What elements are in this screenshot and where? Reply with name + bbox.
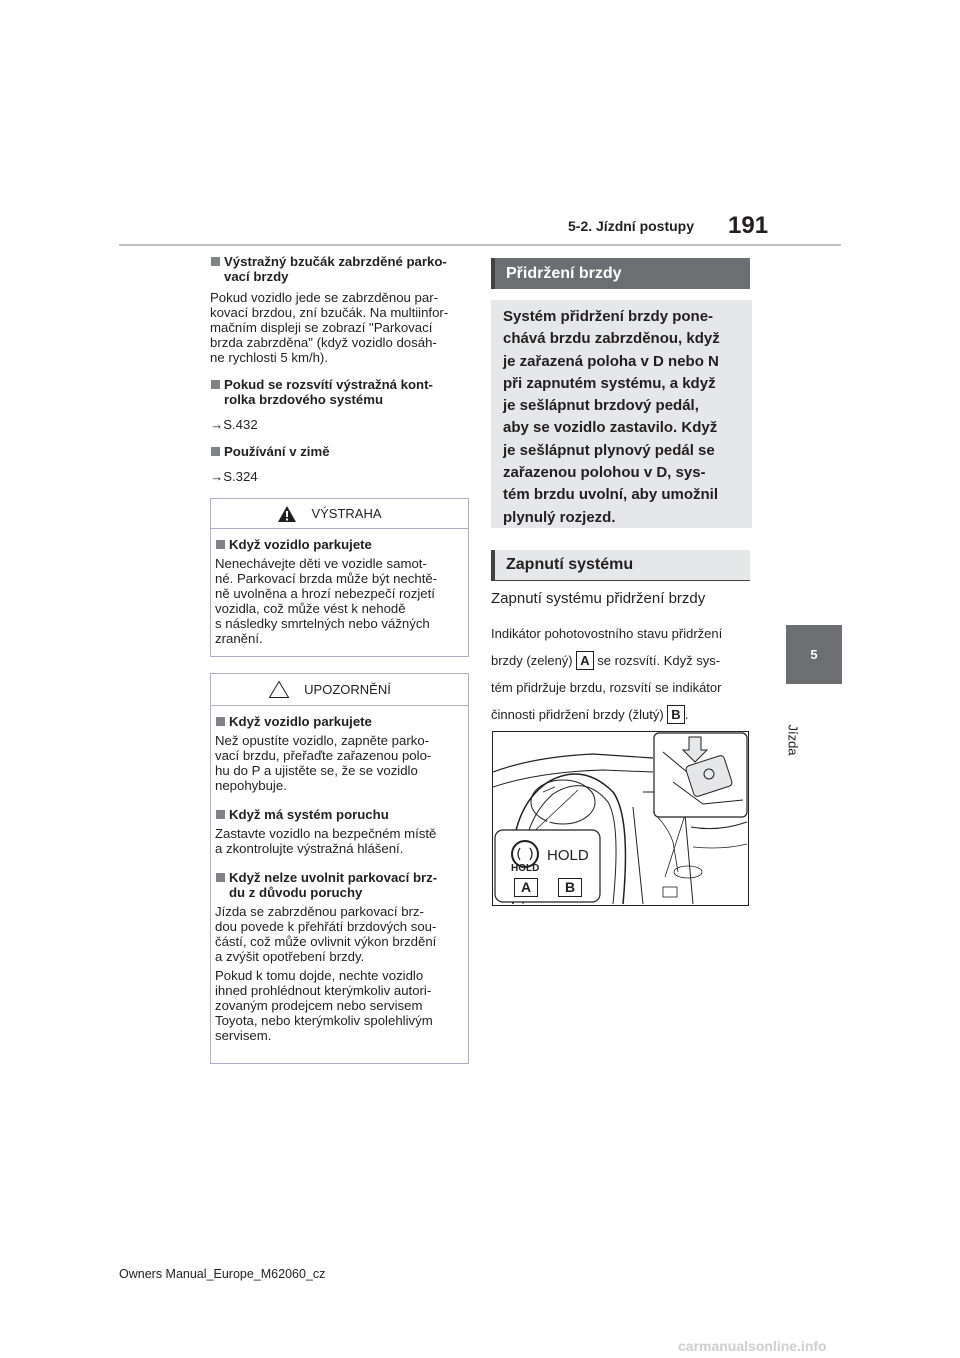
para-part: . <box>684 707 689 722</box>
warning-box <box>210 498 469 657</box>
heading-text: Když nelze uvolnit parkovací brz- du z důvodu poruchy <box>229 870 438 900</box>
section-title: Přidržení brzdy <box>506 264 622 282</box>
item-heading <box>210 254 468 284</box>
heading-text: Pokud se rozsvítí výstražná kont- rolka brzdového systému <box>224 377 433 407</box>
body-text: Zastavte vozidlo na bezpečném místě a zkontrolujte výstražná hlášení. <box>215 826 437 856</box>
heading-text: Výstražný bzučák zabrzděné parko- vací brzdy <box>224 254 447 284</box>
section-header: 5-2. Jízdní postupy <box>568 218 695 234</box>
warning-title: VÝSTRAHA <box>311 506 382 521</box>
label-b-callout: B <box>667 705 684 724</box>
figure-label-b: B <box>558 878 582 897</box>
chapter-tab <box>786 625 842 684</box>
subsection-title: Zapnutí systému <box>506 556 634 573</box>
label-a-callout: A <box>576 651 593 670</box>
heading-text: Když vozidlo parkujete <box>229 537 372 552</box>
procedure-text <box>491 620 751 728</box>
item-heading <box>215 714 464 729</box>
item-heading <box>215 537 464 552</box>
figure-label-a: A <box>514 878 538 897</box>
body-text: Jízda se zabrzděnou parkovací brz- dou povede k přehřátí brzdových sou- částí, což může ovlivnit výkon brzdění a zvýšit opotřebení brzdy. <box>215 904 437 964</box>
heading-text: Když vozidlo parkujete <box>229 714 372 729</box>
item-heading <box>215 870 464 900</box>
hold-text-label: HOLD <box>547 847 589 864</box>
section-title-bar <box>491 258 750 289</box>
notice-header <box>211 674 468 706</box>
item-heading <box>215 807 464 822</box>
left-column <box>210 254 468 484</box>
chapter-name: Jízda <box>785 724 801 756</box>
notice-box <box>210 673 469 1064</box>
dashboard-illustration <box>492 731 749 906</box>
hold-icon-label: HOLD <box>511 863 540 874</box>
body-text: Pokud vozidlo jede se zabrzděnou par- kovací brzdou, zní bzučák. Na multiinfor- mačním displeji se zobrazí "Parkovací brzda zabrzděna" (když vozidlo dosáh- ne rychlosti 5 km/h). <box>210 290 449 365</box>
caution-triangle-icon <box>268 680 290 699</box>
document-id: Owners Manual_Europe_M62060_cz <box>119 1267 326 1281</box>
watermark: carmanualsonline.info <box>678 1338 827 1354</box>
item-heading <box>210 444 468 459</box>
header-divider <box>119 244 841 246</box>
notice-title: UPOZORNĚNÍ <box>304 682 391 697</box>
section-summary: Systém přidržení brzdy pone- chává brzdu zabrzděnou, když je zařazená poloha v D nebo N při zapnutém systému, a když je sešlápnut brzdový pedál, aby se vozidlo zastavilo. Když je sešlápnut plynový pedál se zařazenou polohou v D, sys- tém brzdu uvolní, aby umožnil plynulý rozjezd. <box>491 300 752 528</box>
chapter-number: 5 <box>810 647 818 662</box>
page-number: 191 <box>728 212 769 239</box>
subsection-title-bar <box>491 550 750 581</box>
heading-text: Když má systém poruchu <box>229 807 389 822</box>
warning-header <box>211 499 468 529</box>
page-reference[interactable]: →S.324 <box>210 469 258 484</box>
body-text: Pokud k tomu dojde, nechte vozidlo ihned prohlédnout kterýmkoliv autori- zovaným prodejcem nebo servisem Toyota, nebo kterýmkoliv spolehlivým servisem. <box>215 968 433 1043</box>
page-reference[interactable]: →S.432 <box>210 417 258 432</box>
item-heading <box>210 377 468 407</box>
body-text: Nenechávejte děti ve vozidle samot- né. Parkovací brzda může být nechtě- ně uvolněna a hrozí nebezpečí rozjetí vozidla, což může vést k nehodě s následky smrtelných nebo vážných zranění. <box>215 556 438 646</box>
body-text: Než opustíte vozidlo, zapněte parko- vací brzdu, přeřaďte zařazenou polo- hu do P a ujistěte se, že se vozidlo nepohybuje. <box>215 733 432 793</box>
para-part: Indikátor pohotovostního stavu přidržení brzdy (zelený) <box>491 626 723 668</box>
procedure-heading: Zapnutí systému přidržení brzdy <box>491 590 706 607</box>
heading-text: Používání v zimě <box>224 444 330 459</box>
warning-triangle-icon <box>277 505 297 523</box>
para-part: se rozsvítí. Když sys- tém přidržuje brzdu, rozsvítí se indikátor činnosti přidržení brzdy (žlutý) <box>491 653 722 722</box>
